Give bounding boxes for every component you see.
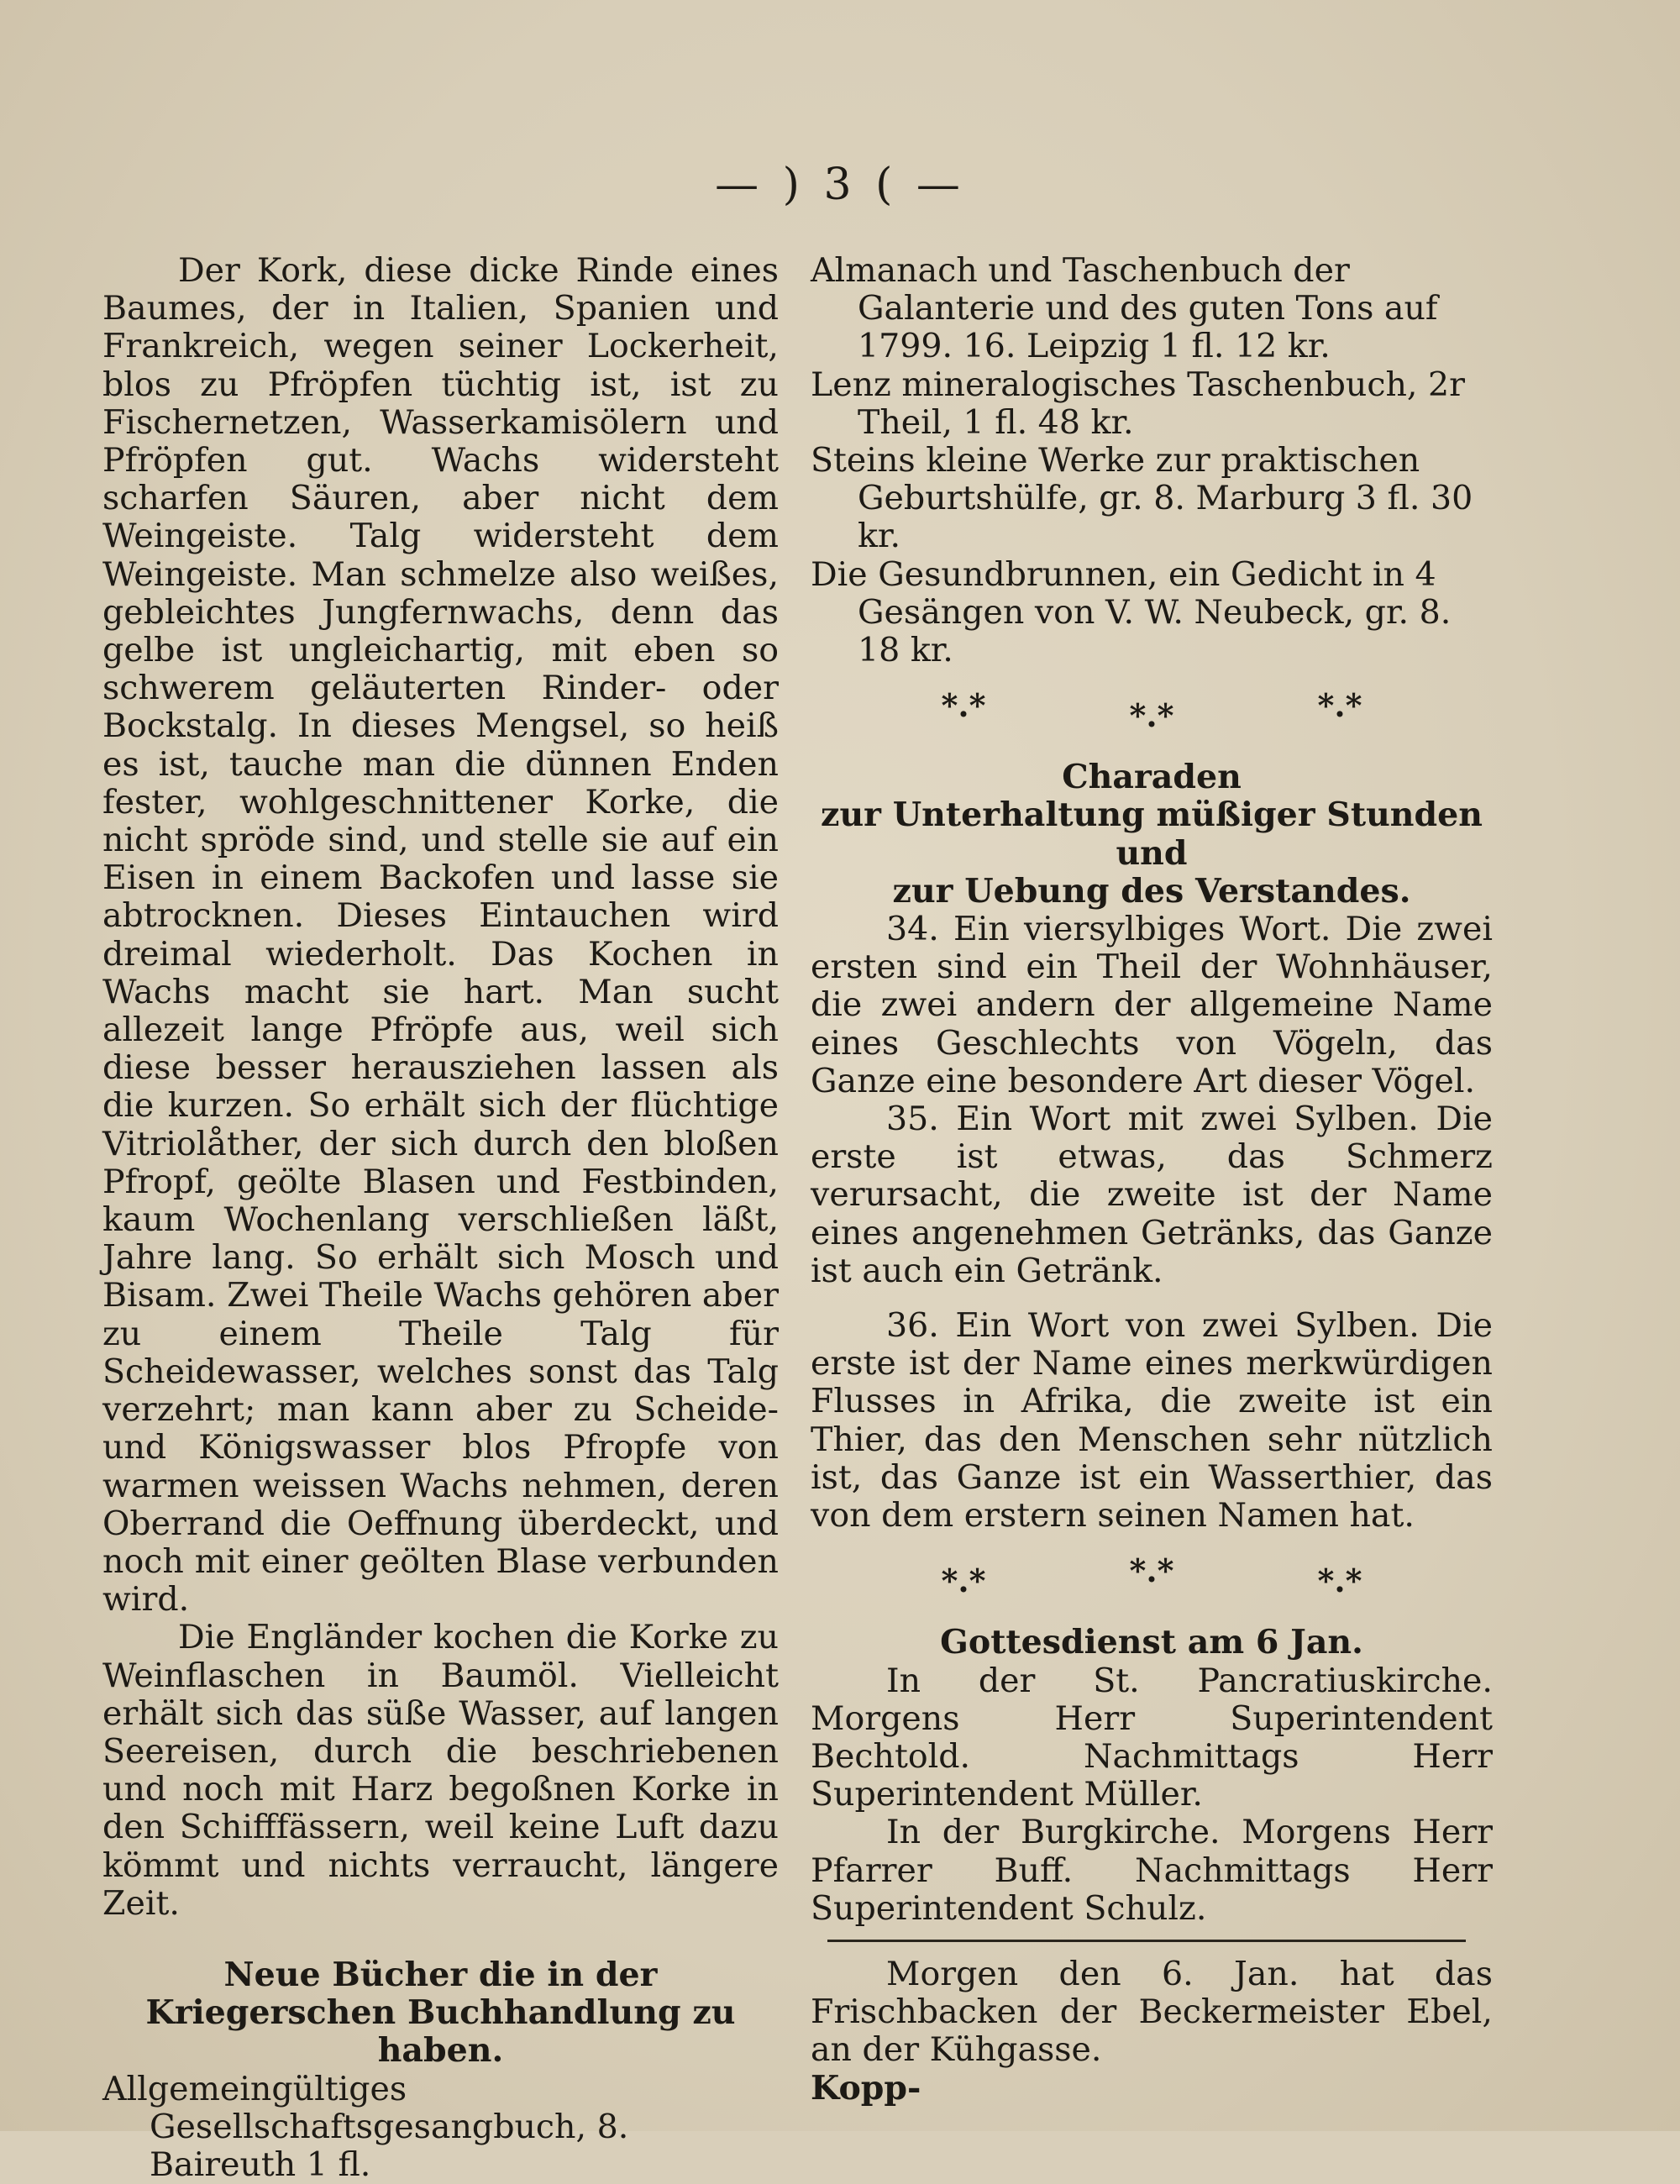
- book-entry: Allgemeingültiges Gesellschaftsgesangbuch, 8. Baireuth 1 fl.: [102, 2069, 629, 2184]
- cork-article-continued: Die Engländer kochen die Korke zu Weinflaschen in Baumöl. Vielleicht erhält sich das süße Wasser, auf langen Seereisen, durch die beschriebenen und noch mit Harz begoßnen Korke in den Schifffässern, weil keine Luft dazu kömmt und nichts verraucht, längere Zeit.: [102, 1618, 779, 1923]
- asterism-divider: [869, 686, 1434, 737]
- charaden-subtitle: zur Uebung des Verstandes.: [892, 871, 1411, 911]
- asterism: *.*: [1317, 1562, 1362, 1600]
- cork-article: Der Kork, diese dicke Rinde eines Baumes, der in Italien, Spanien und Frankreich, wegen seiner Lockerheit, blos zu Pfröpfen tüchtig ist, ist zu Fischernetzen, Wasserkamisölern und Pfröpfen gut. Wachs widersteht scharfen Säuren, aber nicht dem Weingeiste. Talg widersteht dem Weingeiste. Man schmelze also weißes, gebleichtes Jungfernwachs, denn das gelbe ist ungleichartig, mit eben so schwerem geläuterten Rinder- oder Bockstalg. In dieses Mengsel, so heiß es ist, tauche man die dünnen Enden fester, wohlgeschnittener Korke, die nicht spröde sind, und stelle sie auf ein Eisen in einem Backofen und lasse sie abtrocknen. Dieses Eintauchen wird dreimal wiederholt. Das Kochen in Wachs macht sie hart. Man sucht allezeit lange Pfröpfe aus, weil sich diese besser herausziehen lassen als die kurzen. So erhält sich der flüchtige Vitriolåther, der sich durch den bloßen Pfropf, geölte Blasen und Festbinden, kaum Wochenlang verschließen läßt, Jahre lang. So erhält sich Mosch und Bisam. Zwei Theile Wachs gehören aber zu einem Theile Talg für Scheidewasser, welches sonst das Talg verzehrt; man kann aber zu Scheide- und Königswasser blos Pfropfe von warmen weissen Wachs nehmen, deren Oberrand die Oeffnung überdeckt, und noch mit einer geölten Blase verbunden wird.: [102, 251, 779, 1620]
- charaden-subtitle: zur Unterhaltung müßiger Stunden und: [821, 795, 1483, 873]
- new-books-heading: Neue Bücher die in der Kriegerschen Buchhandlung zu haben.: [145, 1955, 736, 2071]
- book-entry: Steins kleine Werke zur praktischen Geburtshülfe, gr. 8. Marburg 3 fl. 30 kr.: [811, 441, 1473, 556]
- asterism-divider: [869, 1551, 1434, 1602]
- charaden-title: Charaden: [1062, 758, 1242, 797]
- book-entry: Almanach und Taschenbuch der Galanterie und des guten Tons auf 1799. 16. Leipzig 1 fl. 12 kr.: [811, 251, 1438, 366]
- riddle-36: 36. Ein Wort von zwei Sylben. Die erste ist der Name eines merkwürdigen Flusses in Afrika, die zweite ist ein Thier, das den Menschen sehr nützlich ist, das Ganze ist ein Wasserthier, das von dem erstern seinen Namen hat.: [811, 1306, 1493, 1536]
- asterism: *.*: [1129, 1551, 1174, 1590]
- riddle-35: 35. Ein Wort mit zwei Sylben. Die erste ist etwas, das Schmerz verursacht, die zweite ist der Name eines angenehmen Getränks, das Ganze ist auch ein Getränk.: [811, 1100, 1493, 1290]
- asterism: *.*: [1129, 696, 1174, 735]
- asterism: *.*: [941, 686, 986, 725]
- asterism: *.*: [941, 1562, 986, 1600]
- asterism: *.*: [1317, 686, 1362, 725]
- horizontal-rule: [827, 1940, 1466, 1942]
- church-service-entry: In der St. Pancratiuskirche. Morgens Herr Superintendent Bechtold. Nachmittags Herr Superintendent Müller.: [811, 1661, 1493, 1814]
- catchword: Kopp-: [811, 2068, 921, 2108]
- riddle-34: 34. Ein viersylbiges Wort. Die zwei ersten sind ein Theil der Wohnhäuser, die zwei andern der allgemeine Name eines Geschlechts von Vögeln, das Ganze eine besondere Art dieser Vögel.: [811, 910, 1493, 1100]
- church-service-entry: In der Burgkirche. Morgens Herr Pfarrer Buff. Nachmittags Herr Superintendent Schulz.: [811, 1813, 1493, 1928]
- right-column: [811, 252, 1493, 2108]
- baker-notice: Morgen den 6. Jan. hat das Frischbacken der Beckermeister Ebel, an der Kühgasse.: [811, 1954, 1493, 2070]
- page-number: — ) 3 ( —: [715, 160, 965, 210]
- left-column: [102, 252, 779, 2184]
- book-entry: Die Gesundbrunnen, ein Gedicht in 4 Gesängen von V. W. Neubeck, gr. 8. 18 kr.: [811, 554, 1452, 670]
- church-service-heading: Gottesdienst am 6 Jan.: [940, 1623, 1363, 1662]
- book-entry: Lenz mineralogisches Taschenbuch, 2r Theil, 1 fl. 48 kr.: [811, 365, 1466, 442]
